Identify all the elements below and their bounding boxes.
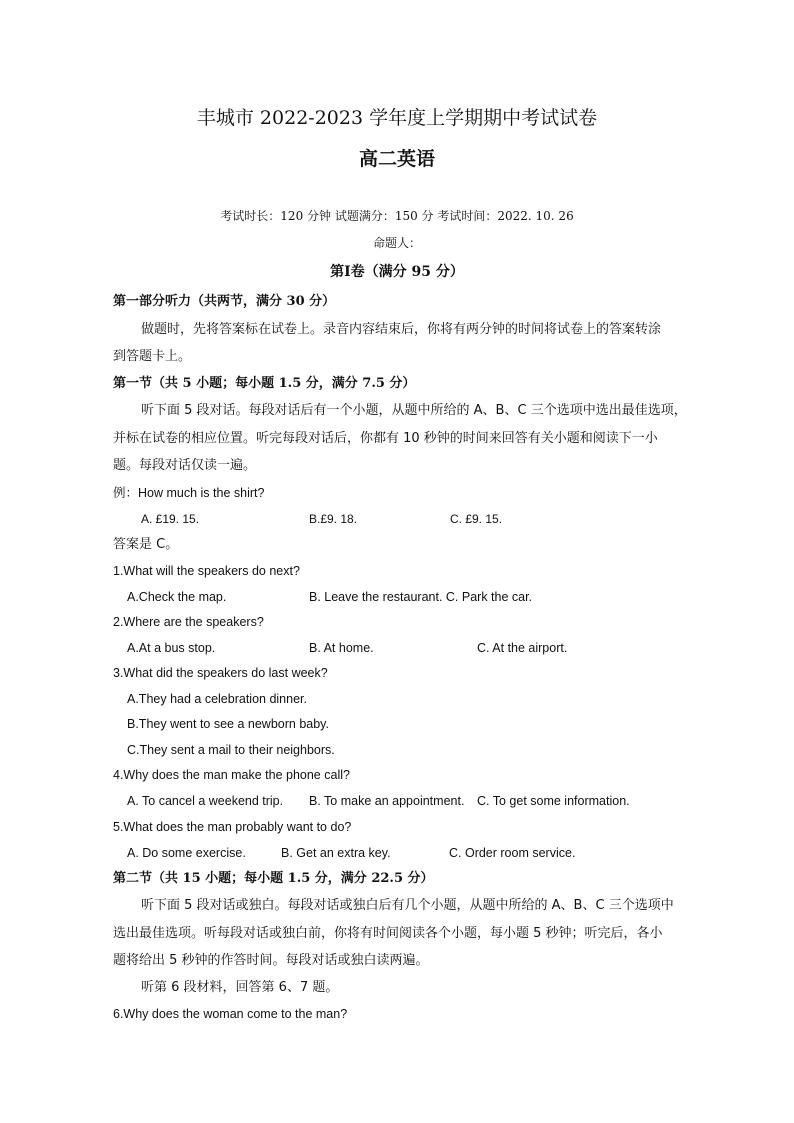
section1-instruction-line-1: 听下面 5 段对话。每段对话后有一个小题，从题中所给的 A、B、C 三个选项中选出最佳选项，: [141, 403, 687, 418]
section2-instruction-line-2: 选出最佳选项。听每段对话或独白前，你将有时间阅读各个小题，每小题 5 秒钟；听完后，各小: [113, 926, 663, 941]
exam-meta: 考试时长：120 分钟 试题满分：150 分 考试时间：2022. 10. 26: [220, 209, 574, 223]
example-question: 例：How much is the shirt?: [113, 486, 265, 500]
section2-instruction-line-3: 题将给出 5 秒钟的作答时间。每段对话或独白读两遍。: [113, 953, 429, 968]
section2-instruction-line-1: 听下面 5 段对话或独白。每段对话或独白后有几个小题，从题中所给的 A、B、C 三个选项中: [141, 898, 674, 913]
section1-instruction-line-2: 并标在试卷的相应位置。听完每段对话后，你都有 10 秒钟的时间来回答有关小题和阅读下一小: [113, 431, 658, 446]
q5-option-b: B. Get an extra key.: [281, 846, 391, 860]
question-3: 3.What did the speakers do last week?: [113, 666, 328, 680]
q2-option-c: C. At the airport.: [477, 641, 568, 655]
exam-subtitle: 高二英语: [358, 148, 435, 170]
q3-option-c: C.They sent a mail to their neighbors.: [127, 743, 335, 757]
q2-option-a: A.At a bus stop.: [127, 641, 216, 655]
question-6: 6.Why does the woman come to the man?: [113, 1007, 348, 1021]
section1-heading: 第一节（共 5 小题；每小题 1.5 分，满分 7.5 分）: [113, 376, 416, 391]
part1-instruction-line-2: 到答题卡上。: [113, 349, 192, 364]
exam-title: 丰城市 2022-2023 学年度上学期期中考试试卷: [196, 107, 598, 129]
part1-heading: 第一部分听力（共两节，满分 30 分）: [113, 294, 336, 309]
q1-option-bc: B. Leave the restaurant. C. Park the car.: [309, 590, 533, 604]
section2-heading: 第二节（共 15 小题；每小题 1.5 分，满分 22.5 分）: [113, 871, 434, 886]
q5-option-a: A. Do some exercise.: [127, 846, 246, 860]
question-5: 5.What does the man probably want to do?: [113, 820, 352, 834]
question-4: 4.Why does the man make the phone call?: [113, 768, 350, 782]
q2-option-b: B. At home.: [309, 641, 374, 655]
q3-option-a: A.They had a celebration dinner.: [127, 692, 307, 706]
q4-option-a: A. To cancel a weekend trip.: [127, 794, 284, 808]
part1-instruction-line-1: 做题时，先将答案标在试卷上。录音内容结束后，你将有两分钟的时间将试卷上的答案转涂: [141, 322, 662, 337]
example-option-b: B.£9. 18.: [309, 512, 358, 526]
example-answer: 答案是 C。: [113, 537, 179, 552]
exam-author: 命题人：: [372, 236, 421, 250]
volume-heading: 第Ⅰ卷（满分 95 分）: [330, 264, 464, 280]
question-2: 2.Where are the speakers?: [113, 615, 264, 629]
q4-option-b: B. To make an appointment.: [309, 794, 465, 808]
example-option-a: A. £19. 15.: [141, 512, 200, 526]
q4-option-c: C. To get some information.: [477, 794, 630, 808]
q5-option-c: C. Order room service.: [449, 846, 576, 860]
q3-option-b: B.They went to see a newborn baby.: [127, 717, 329, 731]
material-6-note: 听第 6 段材料，回答第 6、7 题。: [141, 980, 339, 995]
example-option-c: C. £9. 15.: [450, 512, 503, 526]
question-1: 1.What will the speakers do next?: [113, 564, 300, 578]
section1-instruction-line-3: 题。每段对话仅读一遍。: [113, 458, 257, 473]
q1-option-a: A.Check the map.: [127, 590, 227, 604]
